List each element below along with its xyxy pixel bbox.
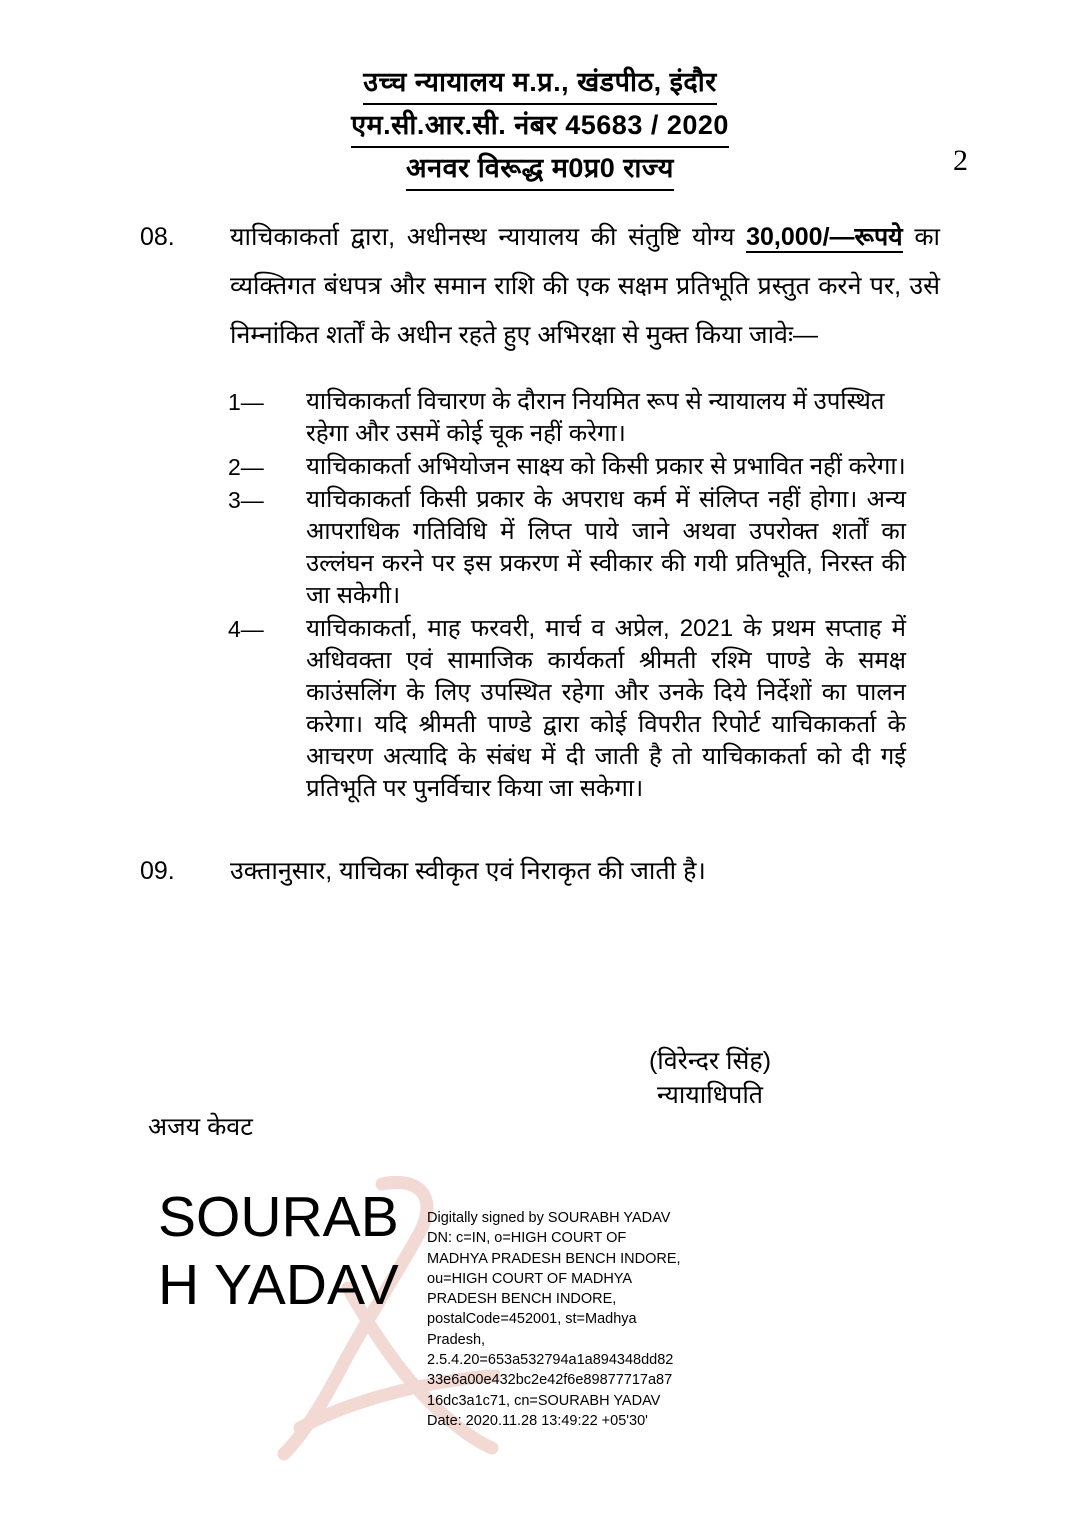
header-case-title-line [0,144,1080,191]
dsig-detail-line: 33e6a00e432bc2e42f6e89877717a87 [427,1372,673,1389]
dsig-detail-line: Pradesh, [427,1331,486,1348]
condition-text: याचिकाकर्ता विचारण के दौरान नियमित रूप से न्यायालय में उपस्थित रहेगा और उसमें कोई चूक नहीं करेगा। [306,388,885,447]
paragraph-09 [140,847,940,896]
paragraph-08-text [230,213,940,360]
page-number: 2 [953,144,968,177]
header-case-title: अनवर विरूद्ध म0प्र0 राज्य [406,148,674,191]
paragraph-08-text-after-amount: का व्यक्तिगत बंधपत्र और समान राशि की एक सक्षम प्रतिभूति प्रस्तुत करने पर, उसे निम्नांकित शर्तों के अधीन रहते हुए अभिरक्षा से मुक्त किया जावेः— [230,223,940,349]
header-court-name: उच्च न्यायालय म.प्र., खंडपीठ, इंदौर [363,62,717,105]
dsig-detail-line: 16dc3a1c71, cn=SOURABH YADAV [427,1392,661,1409]
digital-signature-name: SOURABH YADAV [158,1185,399,1317]
bond-amount: 30,000/—रूपये [746,223,903,251]
judge-name: (विरेन्दर सिंह) [648,1047,772,1075]
paragraph-08-text-before-amount: याचिकाकर्ता द्वारा, अधीनस्थ न्यायालय की संतुष्टि योग्य [230,223,747,251]
condition-text: याचिकाकर्ता किसी प्रकार के अपराध कर्म में संलिप्त नहीं होगा। अन्य आपराधिक गतिविधि में लिप्त पाये जाने अथवा उपरोक्त शर्तों का उल्लंघन करने पर इस प्रकरण में स्वीकार की गयी प्रतिभूति, निरस्त की जा सकेगी। [306,486,906,609]
dsig-detail-line: 2.5.4.20=653a532794a1a894348dd82 [427,1352,674,1369]
paragraph-09-number: 09. [140,857,175,885]
dsig-detail-line: postalCode=452001, st=Madhya [427,1311,637,1328]
condition-marker: 2— [228,454,264,480]
list-item [228,613,940,805]
header-case-number-line [0,105,1080,148]
paragraph-09-text: उक्तानुसार, याचिका स्वीकृत एवं निराकृत की जाती है। [230,857,706,885]
dsig-detail-line: Date: 2020.11.28 13:49:22 +05'30' [427,1412,648,1429]
list-item [228,386,940,450]
condition-text: याचिकाकर्ता अभियोजन साक्ष्य को किसी प्रकार से प्रभावित नहीं करेगा। [306,453,906,480]
dsig-detail-line: ou=HIGH COURT OF MADHYA [427,1270,633,1287]
digital-signature-block [150,1175,710,1435]
condition-marker: 3— [228,487,264,513]
dsig-detail-line: MADHYA PRADESH BENCH INDORE, [427,1250,681,1267]
header-case-number: एम.सी.आर.सी. नंबर 45683 / 2020 [351,105,729,148]
document-header [0,62,1080,191]
clerk-name: अजय केवट [148,1113,253,1141]
document-body [140,213,940,896]
digital-signature-details [427,1208,697,1431]
dsig-detail-line: DN: c=IN, o=HIGH COURT OF [427,1230,627,1247]
judge-signature-block [560,1044,860,1112]
list-item [228,451,940,483]
dsig-detail-line: Digitally signed by SOURABH YADAV [427,1210,671,1226]
header-court-name-line [0,62,1080,105]
dsig-detail-line: PRADESH BENCH INDORE, [427,1291,617,1308]
list-item [228,484,940,612]
condition-text: याचिकाकर्ता, माह फरवरी, मार्च व अप्रेल, 2021 के प्रथम सप्ताह में अधिवक्ता एवं सामाजिक कार्यकर्ता श्रीमती रश्मि पाण्डे के समक्ष काउंसलिंग के लिए उपस्थित रहेगा और उनके दिये निर्देशों का पालन करेगा। यदि श्रीमती पाण्डे द्वारा कोई विपरीत रिपोर्ट याचिकाकर्ता के आचरण अत्यादि के संबंध में दी जाती है तो याचिकाकर्ता को दी गई प्रतिभूति पर पुनर्विचार किया जा सकेगा। [306,615,906,802]
condition-marker: 4— [228,616,264,642]
paragraph-08 [140,213,940,360]
judge-designation: न्यायाधिपति [656,1081,764,1109]
condition-marker: 1— [228,389,264,415]
conditions-list [140,386,940,805]
paragraph-08-number: 08. [140,223,175,251]
